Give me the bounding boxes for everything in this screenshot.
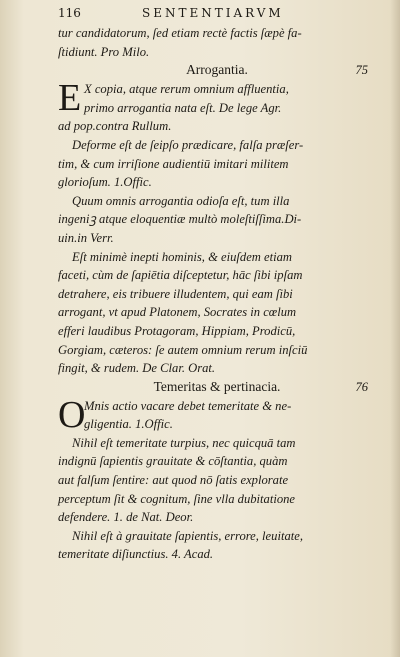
section-number: 76: [355, 379, 368, 394]
section-number: 75: [355, 63, 368, 78]
text-line: ad pop.contra Rullum.: [58, 119, 172, 134]
text-line: Deforme eſt de ſeipſo prædicare, falſa præſer-: [72, 137, 304, 152]
text-line: uin.in Verr.: [58, 230, 114, 245]
section-title: Arrogantia.: [186, 62, 248, 78]
text-line: ſtidiunt. Pro Milo.: [58, 44, 150, 59]
section-title: Temeritas & pertinacia.: [153, 378, 281, 394]
text-line: efferi laudibus Protagoram, Hippiam, Prodicū,: [58, 323, 296, 338]
text-line: X copia, atque rerum omnium affluentia,: [84, 82, 289, 97]
text-line: Quum omnis arrogantia odioſa eſt, tum illa: [72, 193, 290, 208]
text-line: glorioſum. 1.Offic.: [58, 175, 152, 190]
text-line: Gorgiam, cæteros: ſe autem omnium rerum inſciū: [58, 342, 308, 357]
text-line: perceptum ſit & cognitum, ſine vlla dubitatione: [58, 491, 296, 506]
text-line: gligentia. 1.Offic.: [84, 417, 173, 432]
page-header: [58, 6, 380, 22]
drop-cap: O: [58, 393, 86, 436]
drop-cap: E: [58, 77, 82, 120]
text-line: detrahere, eis tribuere illudentem, qui eam ſibi: [58, 286, 293, 301]
running-title: SENTENTIARVM: [142, 6, 284, 20]
drop-cap-paragraph: [58, 393, 376, 436]
text-line: tim, & cum irriſione audientiū imitari militem: [58, 156, 289, 171]
text-line: aut falſum ſentire: aut quod nō ſatis explorate: [58, 473, 289, 488]
text-line: fingit, & rudem. De Clar. Orat.: [58, 361, 216, 376]
text-line: temeritate diſiunctius. 4. Acad.: [58, 547, 214, 562]
text-line: Eſt minimè inepti hominis, & eiuſdem etiam: [72, 249, 293, 264]
text-block: [58, 24, 376, 564]
page-edge-shadow: [390, 0, 400, 657]
drop-cap-paragraph: [58, 77, 376, 120]
text-line: arrogant, vt apud Platonem, Socrates in cœlum: [58, 305, 297, 320]
text-line: defendere. 1. de Nat. Deor.: [58, 510, 194, 525]
section-heading-arrogantia: [58, 61, 376, 80]
text-line: ingeniꝫ atque eloquentiæ multò moleſtiſſima.Di-: [58, 212, 302, 227]
text-line: faceti, cùm de ſapiētia diſceptetur, hāc ſibi ipſam: [58, 268, 303, 283]
text-line: primo arrogantia nata eſt. De lege Agr.: [84, 100, 282, 115]
text-line: indignū ſapientis grauitate & cōſtantia, quàm: [58, 454, 288, 469]
page-number: 116: [58, 6, 81, 20]
text-line: Mnis actio vacare debet temeritate & ne-: [84, 398, 292, 413]
text-line: Nihil eſt temeritate turpius, nec quicquā tam: [72, 435, 296, 450]
text-line: tur candidatorum, ſed etiam rectè factis ſæpè fa-: [58, 26, 302, 40]
text-line: Nihil eſt à grauitate ſapientis, errore, leuitate,: [72, 528, 303, 543]
section-heading-temeritas: [58, 378, 376, 397]
